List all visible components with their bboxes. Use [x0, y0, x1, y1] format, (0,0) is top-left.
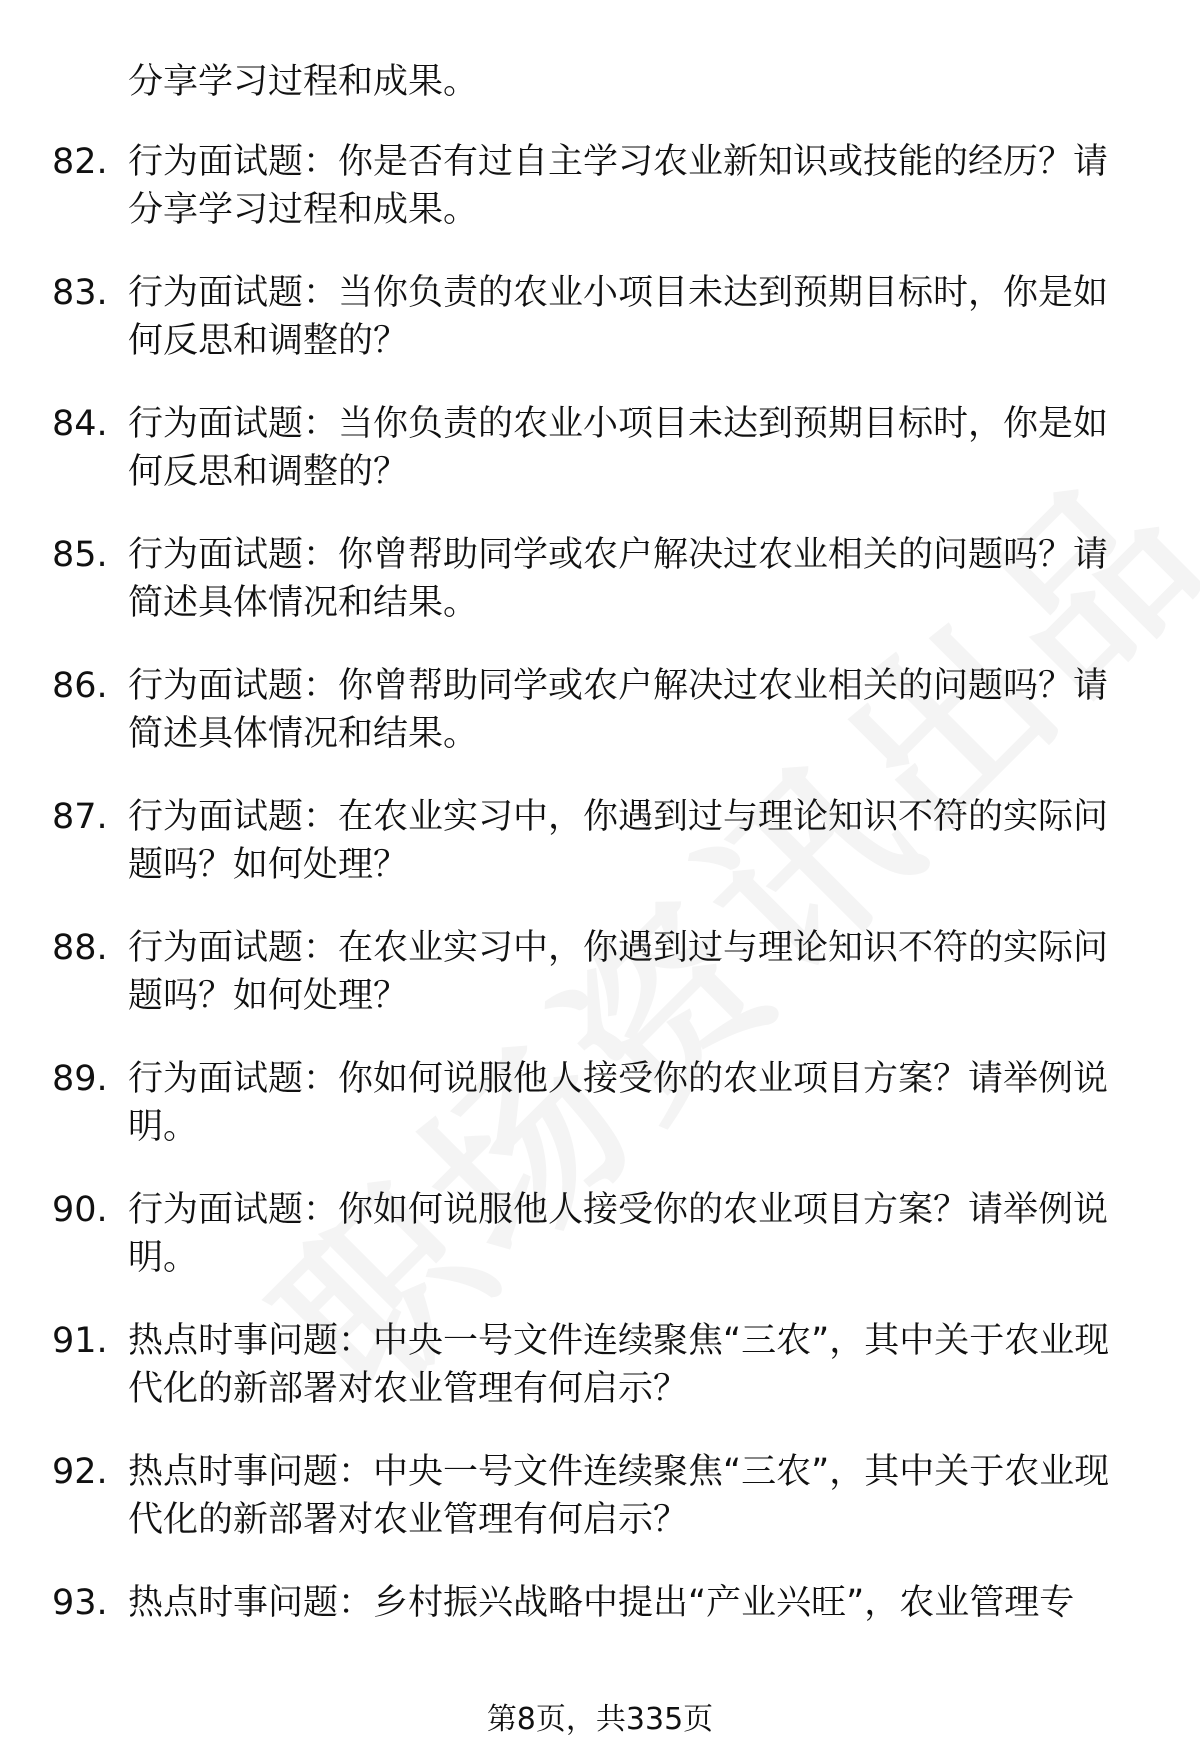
item-number: 92.: [52, 1452, 108, 1492]
list-item: [0, 924, 1200, 1055]
list-item: [0, 531, 1200, 662]
item-number: 91.: [52, 1321, 108, 1361]
item-number: 85.: [52, 535, 108, 575]
item-number: 88.: [52, 928, 108, 968]
list-item: [0, 1055, 1200, 1186]
list-item: [0, 1448, 1200, 1579]
item-number: 84.: [52, 404, 108, 444]
list-item: [0, 1186, 1200, 1317]
item-text: 热点时事问题：乡村振兴战略中提出“产业兴旺”，农业管理专: [128, 1583, 1075, 1623]
item-number: 82.: [52, 142, 108, 182]
item-number: 87.: [52, 797, 108, 837]
list-item: [0, 1317, 1200, 1448]
list-item: [0, 793, 1200, 924]
question-list: [0, 138, 1200, 1710]
item-number: 83.: [52, 273, 108, 313]
page-footer: 第8页，共335页: [486, 1702, 714, 1737]
list-item: [0, 269, 1200, 400]
item-number: 90.: [52, 1190, 108, 1230]
item-number: 89.: [52, 1059, 108, 1099]
item-number: 93.: [52, 1583, 108, 1623]
item-text: 行为面试题：你如何说服他人接受你的农业项目方案？请举例说明。: [128, 1059, 1109, 1147]
item-text: 行为面试题：你曾帮助同学或农户解决过农业相关的问题吗？请简述具体情况和结果。: [128, 535, 1109, 623]
item-text: 行为面试题：你是否有过自主学习农业新知识或技能的经历？请分享学习过程和成果。: [128, 142, 1109, 230]
item-text: 行为面试题：当你负责的农业小项目未达到预期目标时，你是如何反思和调整的？: [128, 273, 1109, 361]
item-text: 行为面试题：在农业实习中，你遇到过与理论知识不符的实际问题吗？如何处理？: [128, 797, 1109, 885]
item-text: 行为面试题：你如何说服他人接受你的农业项目方案？请举例说明。: [128, 1190, 1109, 1278]
item-text: 热点时事问题：中央一号文件连续聚焦“三农”，其中关于农业现代化的新部署对农业管理有何启示？: [128, 1452, 1110, 1540]
item-text: 行为面试题：当你负责的农业小项目未达到预期目标时，你是如何反思和调整的？: [128, 404, 1109, 492]
list-item: [0, 400, 1200, 531]
item-text: 行为面试题：你曾帮助同学或农户解决过农业相关的问题吗？请简述具体情况和结果。: [128, 666, 1109, 754]
list-item: [0, 1579, 1200, 1710]
continuation-text: 分享学习过程和成果。: [128, 62, 479, 102]
item-text: 热点时事问题：中央一号文件连续聚焦“三农”，其中关于农业现代化的新部署对农业管理有何启示？: [128, 1321, 1110, 1409]
item-text: 行为面试题：在农业实习中，你遇到过与理论知识不符的实际问题吗？如何处理？: [128, 928, 1109, 1016]
list-item: [0, 138, 1200, 269]
list-item: [0, 662, 1200, 793]
item-number: 86.: [52, 666, 108, 706]
